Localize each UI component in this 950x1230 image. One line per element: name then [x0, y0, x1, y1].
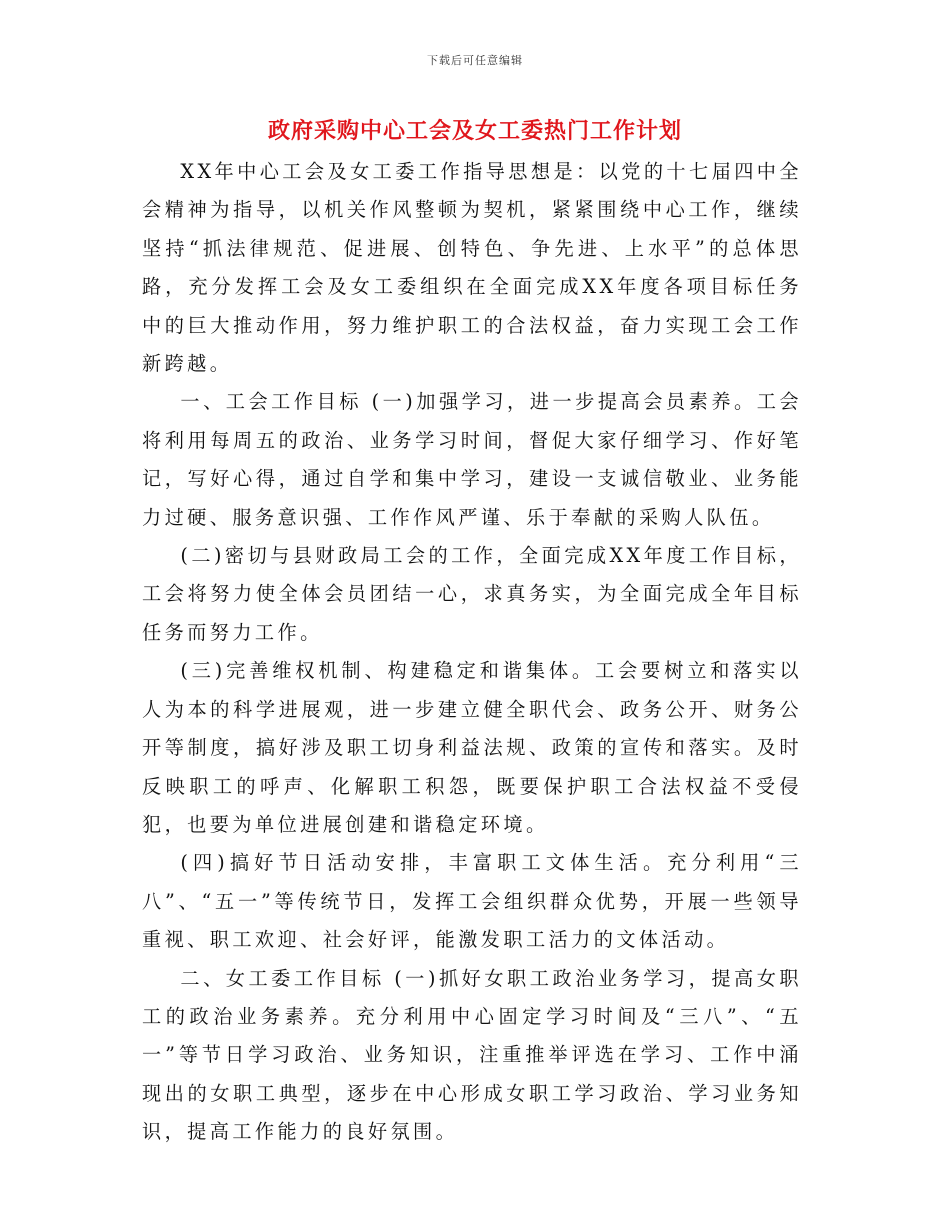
paragraph-women-committee-goal-1: 二、女工委工作目标 (一)抓好女职工政治业务学习，提高女职工的政治业务素养。充分利用中心固定学习时间及“三八”、“五一”等节日学习政治、业务知识，注重推举评选在学习、工作中涌现出的女职工典型，逐步在中心形成女职工学习政治、学习业务知识，提高工作能力的良好氛围。	[142, 966, 802, 1144]
document-body	[142, 153, 802, 1152]
page-header-note: 下载后可任意编辑	[427, 54, 523, 67]
paragraph-union-goal-3: (三)完善维权机制、构建稳定和谐集体。工会要树立和落实以人为本的科学进展观，进一步建立健全职代会、政务公开、财务公开等制度，搞好涉及职工切身利益法规、政策的宣传和落实。及时反映职工的呼声、化解职工积怨，既要保护职工合法权益不受侵犯，也要为单位进展创建和谐稳定环境。	[142, 659, 802, 836]
paragraph-union-goal-2: (二)密切与县财政局工会的工作，全面完成XX年度工作目标，工会将努力使全体会员团结一心，求真务实，为全面完成全年目标任务而努力工作。	[142, 544, 802, 644]
document-title: 政府采购中心工会及女工委热门工作计划	[267, 119, 682, 144]
paragraph-union-goal-1: 一、工会工作目标 (一)加强学习，进一步提高会员素养。工会将利用每周五的政治、业务学习时间，督促大家仔细学习、作好笔记，写好心得，通过自学和集中学习，建设一支诚信敬业、业务能力过硬、服务意识强、工作作风严谨、乐于奉献的采购人队伍。	[142, 390, 802, 529]
paragraph-guiding-thought: XX年中心工会及女工委工作指导思想是：以党的十七届四中全会精神为指导，以机关作风整顿为契机，紧紧围绕中心工作，继续坚持“抓法律规范、促进展、创特色、争先进、上水平”的总体思路，充分发挥工会及女工委组织在全面完成XX年度各项目标任务中的巨大推动作用，努力维护职工的合法权益，奋力实现工会工作新跨越。	[142, 160, 802, 376]
paragraph-union-goal-4: (四)搞好节日活动安排，丰富职工文体生活。充分利用“三八”、“五一”等传统节日，发挥工会组织群众优势，开展一些领导重视、职工欢迎、社会好评，能激发职工活力的文体活动。	[142, 851, 802, 952]
